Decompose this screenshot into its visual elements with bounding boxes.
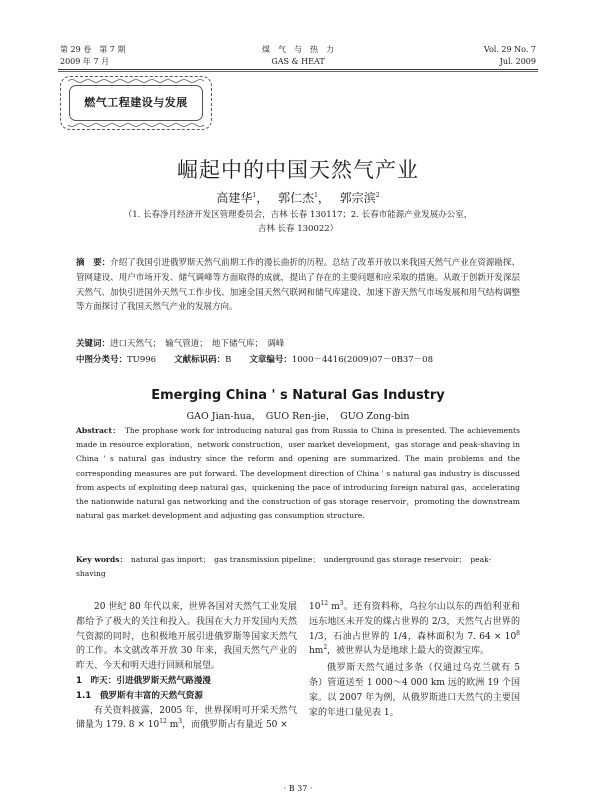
siberia-unit: m <box>328 602 340 612</box>
author-3: 郭宗滨 <box>339 191 376 205</box>
section-banner <box>60 76 212 130</box>
section-heading-1-1: 1.1 俄罗斯有丰富的天然气资源 <box>76 690 203 701</box>
keywords-cn-text: 进口天然气； 输气管道； 地下储气库； 调峰 <box>110 339 285 349</box>
author-2-sup: 1 <box>314 192 318 199</box>
classification-cn <box>76 353 520 365</box>
body-paragraph-reserves <box>76 704 297 734</box>
forest-unit-exp: 2 <box>323 644 328 652</box>
header-journal-en: GAS & HEAT <box>271 57 325 66</box>
siberia-text: 。还有资料称，乌拉尔山以东的西伯利亚和远东地区未开发的煤占世界的 2/3，天然气占世界的 1/3，石油占世界的 1/4，森林面积为 7. 64 × 10 <box>309 602 520 642</box>
keywords-en-text: natural gas import； gas transmission pipeline； underground gas storage reservoir； peak-shaving <box>76 555 492 579</box>
siberia-unit-exp: 3 <box>339 600 344 607</box>
header-date-en: Jul. 2009 <box>499 57 536 66</box>
abstract-cn-label: 摘 要： <box>76 258 111 268</box>
authors-cn: 高建华$^1$， 郭仁杰$^1$， 郭宗滨$^2$ <box>216 191 380 205</box>
siberia-end: ，被世界认为是地球上最大的资源宝库。 <box>327 646 490 657</box>
article-title-en: Emerging China ' s Natural Gas Industry <box>151 388 445 403</box>
header-journal-cn: 煤 气 与 热 力 <box>262 45 334 54</box>
article-number-label: 文章编号： <box>249 355 292 365</box>
abstract-cn <box>76 256 520 315</box>
author-2: 郭仁杰 <box>278 191 315 205</box>
header-rule <box>58 69 538 70</box>
keywords-en <box>76 553 520 581</box>
affiliation-line-1: （1. 长春净月经济开发区管理委员会，吉林 长春 130117；2. 长春市能源产业发展办公室， <box>123 210 473 220</box>
clc-label: 中图分类号： <box>76 355 128 365</box>
reserves-end: ，而俄罗斯占有量近 50 × <box>182 720 288 731</box>
body-paragraph-siberia <box>309 600 520 659</box>
affiliation-cn <box>80 208 516 236</box>
banner-label: 燃气工程建设与发展 <box>84 96 188 109</box>
affiliation-line-2: 吉林 长春 130022） <box>257 224 339 234</box>
body-paragraph-exports: 俄罗斯天然气通过多条（仅通过乌克兰就有 5 条）管道送至 1 000～4 000 km 远的欧洲 19 个国家。以 2007 年为例，从俄罗斯进口天然气的主要国家的年进口量见表 1。 <box>309 663 520 718</box>
reserves-exp: 12 <box>159 718 167 726</box>
header-date-cn: 2009 年 7 月 <box>60 57 110 66</box>
siberia-exp: 12 <box>320 600 329 607</box>
reserves-text: 有关资料披露，2005 年，世界探明可开采天然气储量为 179. 8 × 10 <box>76 705 297 731</box>
page-number: · B 37 · <box>283 784 313 793</box>
abstract-en <box>76 424 520 523</box>
keywords-en-label: Key words： <box>76 555 124 564</box>
section-heading-1: 1 昨天：引进俄罗斯天然气路漫漫 <box>76 675 211 686</box>
keywords-cn-label: 关键词： <box>76 339 111 349</box>
author-1-sup: 1 <box>252 192 257 199</box>
author-3-sup: 2 <box>375 192 380 199</box>
body-paragraph-intro: 20 世纪 80 年代以来，世界各国对天然气工业发展都给予了极大的关注和投入。我国在大力开发国内天然气资源的同时，也积极地开展引进俄罗斯等国家天然气的工作。本文就改革开放 30 年来，我国天然气产业的昨天、今天和明天进行回顾和展望。 <box>76 602 297 672</box>
authors-en: GAO Jian-hua， GUO Ren-jie， GUO Zong-bin <box>186 411 410 422</box>
body-column-right <box>309 600 520 720</box>
header-volume-cn: 第 29 卷 第 7 期 <box>60 45 126 54</box>
doc-code-label: 文献标识码： <box>174 355 226 365</box>
abstract-en-text: The prophase work for introducing natural gas from Russia to China is presented. The achievements made in resource exploration，network construction，user market development，gas storage and peak-shaving in China ' s natural gas industry since the reform and opening are summarized. The main problems and the corresponding measures are put forward. The development direction of China ' s natural gas industry is discussed from aspects of exploiting deep natural gas，quickening the pace of introducing foreign natural gas，accelerating the nationwide natural gas networking and the construction of gas storage reservoir，promoting the downstream natural gas market development and adjusting gas consumption structure. <box>76 426 520 521</box>
forest-exp: 8 <box>516 629 520 637</box>
forest-unit: hm <box>309 646 324 657</box>
header-rule-thin <box>58 71 538 72</box>
abstract-cn-text: 介绍了我国引进俄罗斯天然气前期工作的漫长曲折的历程。总结了改革开放以来我国天然气产业在资源勘探、管网建设、用户市场开发、储气调峰等方面取得的成就，提出了存在的主要问题和应采取的措施。从敢于创新开发深层天然气、加快引进国外天然气工作步伐、加速全国天然气联网和储气库建设、加速下游天然气市场发展和用气结构调整等方面探讨了我国天然气产业的发展方向。 <box>76 258 520 313</box>
siberia-head: 10 <box>309 602 321 612</box>
doc-code-value: B <box>225 355 232 365</box>
author-1: 高建华 <box>216 191 253 205</box>
header-volume-en: Vol. 29 No. 7 <box>483 45 536 54</box>
clc-value: TU996 <box>127 355 157 365</box>
article-title-cn: 崛起中的中国天然气产业 <box>177 158 419 182</box>
body-column-left <box>76 600 297 733</box>
reserves-unit-exp: 3 <box>178 718 183 726</box>
article-number-value: 1000－4416(2009)07－0B37－08 <box>291 355 433 365</box>
abstract-en-label: Abstract： <box>76 426 117 435</box>
reserves-unit: m <box>166 720 179 731</box>
keywords-cn <box>76 337 520 349</box>
